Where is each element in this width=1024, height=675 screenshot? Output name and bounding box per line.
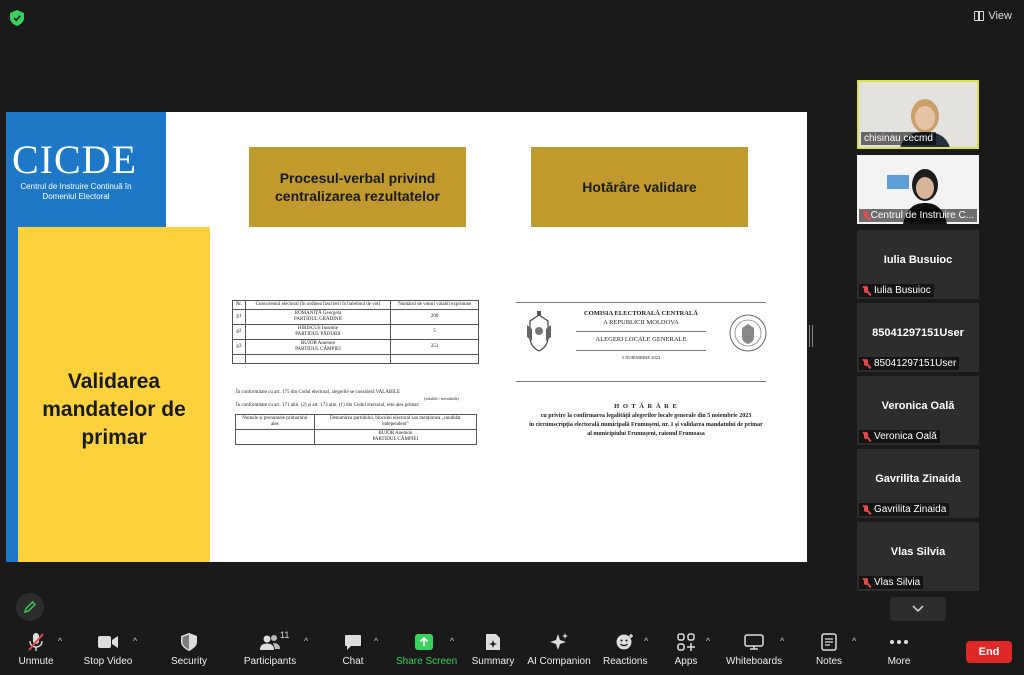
participant-tile[interactable] bbox=[857, 449, 979, 518]
hot-line3: ALEGERI LOCALE GENERALE bbox=[576, 331, 706, 344]
pv-cell bbox=[314, 430, 476, 445]
pv-elected-table bbox=[235, 414, 477, 445]
shared-screen-slide bbox=[6, 112, 807, 562]
muted-mic-icon bbox=[862, 432, 871, 442]
encryption-shield-icon[interactable] bbox=[10, 10, 24, 26]
ai-sparkle-icon bbox=[550, 633, 568, 651]
slide-yellow-panel bbox=[18, 227, 210, 562]
ai-companion-label: AI Companion bbox=[527, 656, 591, 667]
pv-cell: g1 bbox=[233, 310, 246, 325]
muted-mic-icon bbox=[862, 211, 868, 221]
pv-cell bbox=[245, 325, 391, 340]
table-row bbox=[233, 310, 479, 325]
share-screen-label: Share Screen bbox=[396, 656, 458, 667]
reactions-options-chevron-icon[interactable]: ^ bbox=[644, 636, 649, 646]
chevron-down-icon bbox=[912, 605, 924, 613]
whiteboards-options-chevron-icon[interactable]: ^ bbox=[780, 636, 785, 646]
summary-label: Summary bbox=[471, 656, 515, 667]
pv-cell: g3 bbox=[233, 340, 246, 355]
participant-tile[interactable] bbox=[857, 230, 979, 299]
muted-mic-icon bbox=[862, 359, 871, 369]
notes-icon bbox=[821, 633, 837, 651]
participant-label bbox=[859, 430, 940, 443]
participant-label bbox=[859, 284, 934, 297]
pv-cell bbox=[236, 430, 315, 445]
participant-name: Gavrilita Zinaida bbox=[874, 504, 947, 515]
participant-name: chisinau cecmd bbox=[864, 133, 933, 144]
reactions-button[interactable] bbox=[603, 632, 647, 667]
pv-cell bbox=[245, 355, 391, 364]
security-shield-icon bbox=[181, 633, 197, 651]
pv-col-votes: Numărul de voturi valabil exprimate bbox=[391, 301, 479, 310]
hot-heading: H O T Ă R Â R E bbox=[614, 403, 678, 410]
reactions-smiley-icon bbox=[616, 633, 634, 651]
muted-mic-icon bbox=[862, 286, 871, 296]
view-label: View bbox=[988, 10, 1012, 22]
whiteboards-label: Whiteboards bbox=[726, 656, 783, 667]
pv-cell: 5 bbox=[391, 325, 479, 340]
participants-options-chevron-icon[interactable]: ^ bbox=[304, 636, 309, 646]
unmute-button[interactable] bbox=[16, 632, 56, 667]
notes-options-chevron-icon[interactable]: ^ bbox=[852, 636, 857, 646]
pv-note-valid: În conformitate cu art. 175 din Codul electoral, alegerile se consideră VALABILE bbox=[236, 390, 401, 395]
hot-line1: COMISIA ELECTORALĂ CENTRALĂ bbox=[583, 310, 698, 317]
video-options-chevron-icon[interactable]: ^ bbox=[133, 636, 138, 646]
ai-companion-button[interactable] bbox=[527, 632, 591, 667]
logo-subtitle: Centrul de Instruire Continuă în Domeniul Electoral bbox=[20, 182, 132, 201]
logo-text: CICDE bbox=[12, 137, 137, 182]
table-row bbox=[233, 355, 479, 364]
pv-note-elected: În conformitate cu art. 171 alin. (2) și art. 173 alin. (1) din Codul electoral, este ales primar: bbox=[236, 403, 420, 408]
annotate-button[interactable] bbox=[16, 593, 44, 621]
muted-mic-icon bbox=[862, 578, 871, 588]
pv-elected-party: PARTIDUL CÂMPIEI bbox=[372, 437, 419, 442]
procesul-verbal-box: Procesul-verbal privind centralizarea rezultatelor bbox=[249, 147, 466, 227]
hotarare-body bbox=[506, 402, 786, 439]
hot-date: 5 NOIEMBRIE 2023 bbox=[576, 350, 706, 362]
participant-display-name: 85041297151User bbox=[872, 327, 964, 339]
hot-body1: cu privire la confirmarea legalității alegerilor locale generale din 5 noiembrie 2023 bbox=[540, 413, 752, 419]
hotarare-title-block bbox=[576, 309, 706, 362]
participant-label bbox=[859, 503, 949, 516]
cicde-logo bbox=[12, 137, 162, 202]
stop-video-label: Stop Video bbox=[83, 656, 133, 667]
unmute-label: Unmute bbox=[18, 656, 54, 667]
meeting-toolbar bbox=[0, 628, 1024, 675]
pv-candidate-party: PARTIDUL PĂDURII bbox=[295, 332, 341, 337]
hot-body3: al municipiului Frumușeni, raionul Frumoasa bbox=[587, 431, 705, 437]
participant-name: Vlas Silvia bbox=[874, 577, 921, 588]
end-meeting-button[interactable]: End bbox=[966, 641, 1012, 663]
participant-tile[interactable] bbox=[857, 376, 979, 445]
participant-name: Iulia Busuioc bbox=[874, 285, 931, 296]
hotarare-header bbox=[516, 302, 766, 382]
more-button[interactable] bbox=[884, 632, 914, 667]
share-screen-button[interactable] bbox=[396, 632, 458, 667]
share-screen-icon bbox=[415, 634, 433, 650]
pv-elected-col-name: Numele și prenumele primarului ales bbox=[236, 415, 315, 430]
pv-note-valid-hint: (valabile / nevalabile) bbox=[424, 396, 459, 401]
participant-name: Centrul de Instruire C... bbox=[870, 210, 974, 221]
slide-main-title: Validarea mandatelor de primar bbox=[42, 369, 186, 449]
moldova-coat-of-arms-icon bbox=[524, 311, 554, 355]
pv-cell bbox=[233, 355, 246, 364]
pv-candidate-party: PARTIDUL GRĂDINII bbox=[294, 317, 342, 322]
participants-label: Participants bbox=[243, 656, 297, 667]
participant-display-name: Veronica Oală bbox=[881, 400, 955, 412]
stop-video-button[interactable] bbox=[82, 632, 134, 667]
table-row bbox=[233, 325, 479, 340]
chat-button[interactable] bbox=[340, 632, 366, 667]
notes-button[interactable] bbox=[814, 632, 844, 667]
apps-options-chevron-icon[interactable]: ^ bbox=[706, 636, 711, 646]
chat-bubble-icon bbox=[344, 634, 362, 651]
participant-name: Veronica Oală bbox=[874, 431, 937, 442]
participants-button[interactable] bbox=[242, 632, 298, 667]
view-grid-icon bbox=[974, 11, 984, 21]
participant-label bbox=[859, 209, 977, 222]
table-row bbox=[233, 340, 479, 355]
participant-name: 85041297151User bbox=[874, 358, 957, 369]
pv-candidate-name: BUJOR Anemon bbox=[300, 341, 335, 346]
participant-display-name: Gavrilita Zinaida bbox=[875, 473, 961, 485]
apps-button[interactable] bbox=[672, 632, 700, 667]
pv-col-candidate: Concurentul electoral (în ordinea înscrierii în buletinul de vot) bbox=[245, 301, 391, 310]
view-button[interactable] bbox=[974, 10, 1012, 22]
more-label: More bbox=[887, 656, 911, 667]
muted-mic-icon bbox=[862, 505, 871, 515]
pv-candidate-name: ROMANIȚĂ Georgeta bbox=[294, 311, 342, 316]
chat-label: Chat bbox=[342, 656, 364, 667]
video-camera-icon bbox=[98, 635, 118, 649]
participant-tile[interactable] bbox=[857, 155, 979, 224]
hot-line2: A REPUBLICII MOLDOVA bbox=[603, 319, 679, 326]
whiteboards-button[interactable] bbox=[726, 632, 785, 667]
pv-results-table bbox=[232, 300, 479, 364]
participant-display-name: Vlas Silvia bbox=[890, 546, 946, 558]
pencil-icon bbox=[23, 600, 37, 614]
reactions-label: Reactions bbox=[603, 656, 648, 667]
pv-cell bbox=[391, 355, 479, 364]
pv-cell bbox=[245, 340, 391, 355]
pv-cell bbox=[245, 310, 391, 325]
pv-col-nr: Nr. bbox=[233, 301, 246, 310]
pv-elected-name: BUJOR Anemon bbox=[378, 431, 413, 436]
cec-seal-icon bbox=[728, 311, 768, 355]
chat-options-chevron-icon[interactable]: ^ bbox=[374, 636, 379, 646]
participant-label bbox=[861, 132, 936, 145]
hotarare-validare-box: Hotărâre validare bbox=[531, 147, 748, 227]
more-dots-icon bbox=[890, 640, 908, 644]
pv-candidate-party: PARTIDUL CÂMPIEI bbox=[295, 347, 341, 352]
pv-candidate-name: HIBISCUS Insomie bbox=[297, 326, 339, 331]
participant-label bbox=[859, 357, 959, 370]
apps-icon bbox=[677, 633, 695, 651]
pv-cell: 251 bbox=[391, 340, 479, 355]
pv-cell: g2 bbox=[233, 325, 246, 340]
summary-button[interactable] bbox=[470, 632, 516, 667]
pv-elected-col-party: Denumirea partidului, blocului electoral sau mențiunea „candidat independent” bbox=[314, 415, 476, 430]
share-options-chevron-icon[interactable]: ^ bbox=[450, 636, 455, 646]
security-label: Security bbox=[170, 656, 208, 667]
apps-label: Apps bbox=[674, 656, 698, 667]
muted-microphone-icon bbox=[27, 632, 45, 652]
participant-tile[interactable] bbox=[857, 303, 979, 372]
security-button[interactable] bbox=[168, 632, 210, 667]
gallery-scroll-down-button[interactable] bbox=[890, 597, 946, 621]
top-bar bbox=[0, 0, 1024, 36]
participant-label bbox=[859, 576, 923, 589]
audio-options-chevron-icon[interactable]: ^ bbox=[58, 636, 63, 646]
summary-document-icon bbox=[485, 633, 501, 651]
whiteboard-icon bbox=[744, 634, 764, 650]
participants-icon bbox=[259, 634, 281, 650]
pv-cell: 200 bbox=[391, 310, 479, 325]
hot-body2: în circumscripția electorală municipală Frumușeni, nr. 1 și validarea mandatului de primar bbox=[529, 422, 763, 428]
participant-tile[interactable] bbox=[857, 80, 979, 149]
notes-label: Notes bbox=[815, 656, 843, 667]
split-view-drag-handle[interactable] bbox=[809, 325, 813, 347]
participant-display-name: Iulia Busuioc bbox=[883, 254, 953, 266]
participants-count-badge: 11 bbox=[280, 630, 290, 640]
participant-tile[interactable] bbox=[857, 522, 979, 591]
